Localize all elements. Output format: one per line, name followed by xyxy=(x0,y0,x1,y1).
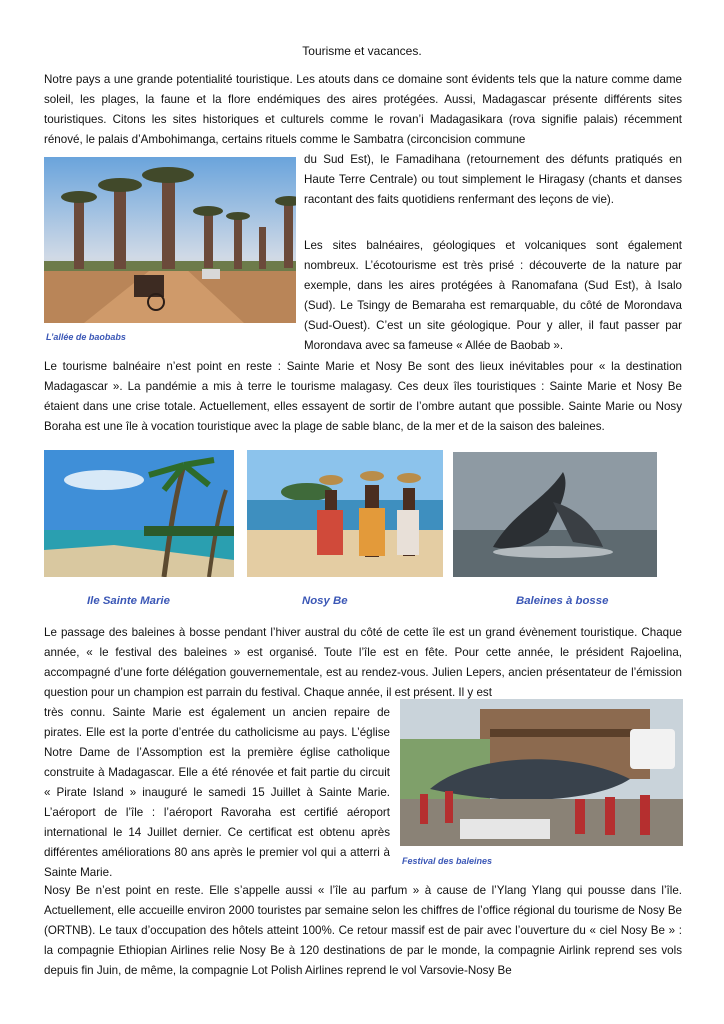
baobab-avenue-photo xyxy=(44,157,296,323)
caption-ile-sainte-marie: Ile Sainte Marie xyxy=(87,595,170,607)
sainte-marie-history-paragraph: très connu. Sainte Marie est également un ancien repaire de pirates. Elle est la porte d’entrée du catholicisme au pays. L’église Notre Dame de l’Assomption est la première église catholique construite à Madagascar. Elle a été rénovée et fait partie du circuit « Pirate Island » inauguré le samedi 15 Juillet à Sainte Marie. L’aéroport de l’île : l’aéroport Ravoraha est certifié aéroport international le 14 Juillet dernier. Ce certificat est obtenu après différentes améliorations 80 ans après le premier vol qui a atterri à Sainte Marie. xyxy=(44,706,390,879)
page-title: Tourisme et vacances. xyxy=(302,44,422,58)
baobab-caption: L’allée de baobabs xyxy=(46,332,126,342)
nosy-be-paragraph: Nosy Be n’est point en reste. Elle s’appelle aussi « l’île au parfum » à cause de l’Ylang Ylang qui pousse dans l’île. Actuellement, elle accueille environ 2000 touristes par semaine selon les chiffres de l’office régional du tourisme de Nosy Be (ORTNB). Le taux d’occupation des hôtels atteint 100%. Ce retour massif est de pair avec l’ouverture du « ciel Nosy Be » : la compagnie Ethiopian Airlines relie Nosy Be à 120 destinations de par le monde, la compagnie Airlink reprend ses vols depuis fin Juin, de même, la compagnie Lot Polish Airlines reprend le vol Varsovie-Nosy Be xyxy=(44,884,682,977)
beach-tourism-paragraph: Le tourisme balnéaire n’est point en reste : Sainte Marie et Nosy Be sont des lieux inévitables pour « la destination Madagascar ». La pandémie a mis à terre le tourisme malagasy. Ces deux îles touristiques : Sainte Marie et Nosy Be étaient dans une crise totale. Actuellement, elles essayent de sortir de l’ombre autant que possible. Sainte Marie ou Nosy Boraha est une île à vocation touristique avec la plage de sable blanc, de la mer et de la saison des baleines. xyxy=(44,360,682,433)
caption-baleines: Baleines à bosse xyxy=(516,595,609,607)
intro-paragraph: Notre pays a une grande potentialité touristique. Les atouts dans ce domaine sont évidents tels que la nature comme dame soleil, les plages, la faune et la flore endémiques des aires protégées. Aussi, Madagascar présente différents sites touristiques. Citons les sites historiques et culturels comme le rovan’i Madagasikara (rova signifie palais) récemment rénové, le palais d’Ambohimanga, certains rituels comme le Sambatra (circoncision commune xyxy=(44,73,682,146)
nosy-be-photo xyxy=(247,450,443,577)
whale-festival-photo xyxy=(400,699,683,846)
festival-caption: Festival des baleines xyxy=(402,856,493,866)
ile-sainte-marie-photo xyxy=(44,450,234,577)
whale-festival-paragraph: Le passage des baleines à bosse pendant l’hiver austral du côté de cette île est un grand évènement touristique. Chaque année, « le festival des baleines » est organisé. Toute l’île est en fête. Pour cette année, le président Rajoelina, accompagné d’une forte délégation gouvernementale, est au rendez-vous. Julien Lepers, ancien présentateur de l’émission question pour un champion est parrain du festival. Chaque année, il est présent. Il y est xyxy=(44,626,682,699)
caption-nosy-be: Nosy Be xyxy=(302,595,348,607)
intro-paragraph-continued: du Sud Est), le Famadihana (retournement des défunts pratiqués en Haute Terre Centrale) ou tout simplement le Hiragasy (chants et danses racontant des faits quotidiens renfermant des leçons de vie). xyxy=(304,153,682,206)
sites-paragraph: Les sites balnéaires, géologiques et volcaniques sont également nombreux. L’écotourisme est très prisé : découverte de la nature par exemple, dans les aires protégées à Ranomafana (Sud Est), à Isalo (Sud). Le Tsingy de Bemaraha est remarquable, du côté de Morondava (Sud-Ouest). C’est un site géologique. Pour y aller, il faut passer par Morondava avec sa fameuse « Allée de Baobab ». xyxy=(304,239,682,352)
humpback-whale-photo xyxy=(453,452,657,577)
